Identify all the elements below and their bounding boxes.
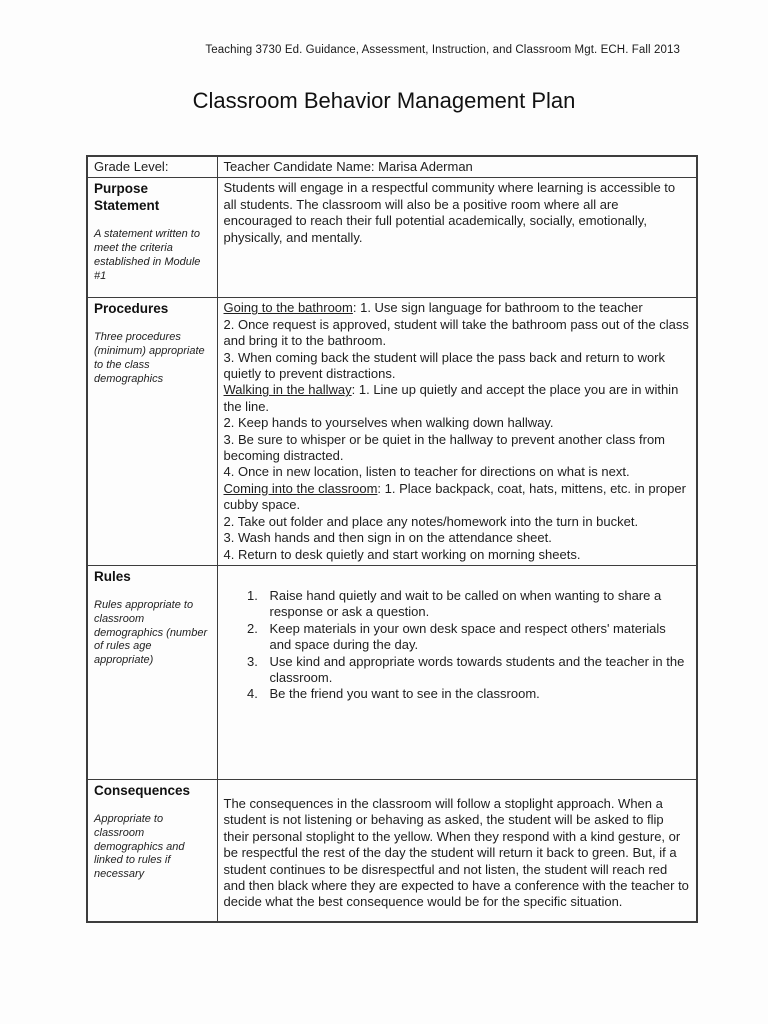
rules-label-cell — [87, 565, 217, 779]
document-header-text: Teaching 3730 Ed. Guidance, Assessment, Instruction, and Classroom Mgt. ECH. Fall 2013 — [205, 44, 680, 56]
procedures-content-cell — [217, 298, 697, 566]
table-row-grade-level — [87, 156, 697, 178]
procedures-content — [224, 300, 691, 563]
purpose-paragraph: Students will engage in a respectful community where learning is accessible to all students. The classroom will also be a positive room where all are encouraged to reach their full potential academically, socially, emotionally, physically, and mentally. — [223, 180, 676, 245]
grade-level-label: Grade Level: — [87, 156, 217, 178]
purpose-content — [224, 180, 691, 246]
procedure-section: Going to the bathroom: 1. Use sign language for bathroom to the teacher 2. Once request is approved, student will take the bathroom pass out of the class and bring it to the bathroom. 3. When coming back the student will place the pass back and return to work quietly to prevent distractions. — [223, 300, 689, 382]
rules-list — [224, 588, 691, 703]
purpose-label-cell — [87, 178, 217, 298]
behavior-plan-table — [86, 155, 698, 923]
procedure-section: Coming into the classroom: 1. Place backpack, coat, hats, mittens, etc. in proper cubby space. 2. Take out folder and place any notes/homework into the turn in bucket. 3. Wash hands and then sign in on the attendance sheet. 4. Return to desk quietly and start working on morning sheets. — [223, 480, 686, 562]
procedures-heading: Procedures — [94, 301, 169, 317]
purpose-content-cell — [217, 178, 697, 298]
rules-content-cell — [217, 565, 697, 779]
procedure-title: Coming into the classroom — [223, 480, 378, 496]
table-row-rules — [87, 565, 697, 779]
page-title: Classroom Behavior Management Plan — [192, 88, 576, 113]
procedures-label-cell — [87, 298, 217, 566]
procedure-title: Walking in the hallway — [223, 382, 352, 398]
rules-content — [224, 588, 691, 703]
procedures-note: Three procedures (minimum) appropriate to the class demographics — [94, 331, 205, 385]
purpose-heading: Purpose Statement — [94, 181, 160, 214]
rule-item: 2. Keep materials in your own desk space and respect others' materials and space during the day. — [262, 621, 691, 654]
consequences-label-cell — [87, 779, 217, 922]
rules-heading: Rules — [94, 568, 131, 584]
consequences-content-cell — [217, 779, 697, 922]
rule-item: 1. Raise hand quietly and wait to be called on when wanting to share a response or ask a question. — [262, 588, 691, 621]
rule-item: 4. Be the friend you want to see in the classroom. — [262, 686, 691, 702]
rule-item: 3. Use kind and appropriate words towards students and the teacher in the classroom. — [262, 654, 691, 687]
table-row-purpose-statement — [87, 178, 697, 298]
procedure-title: Going to the bathroom — [223, 300, 353, 316]
consequences-heading: Consequences — [94, 782, 191, 798]
consequences-content — [224, 796, 691, 911]
consequences-note: Appropriate to classroom demographics and linked to rules if necessary — [94, 812, 185, 881]
consequences-paragraph: The consequences in the classroom will follow a stoplight approach. When a student is not listening or behaving as asked, the student will be asked to flip their personal stoplight to the yellow. When they respond with a kind gesture, or be respectful the rest of the day the student will return it back to green. But, if a student continues to be disrespectful and not listen, the student will reach red and then black where they are expected to have a conference with the teacher to decide what the best consequence would be for the specific situation. — [223, 795, 689, 910]
table-row-consequences — [87, 779, 697, 922]
procedure-section: Walking in the hallway: 1. Line up quietly and accept the place you are in within the line. 2. Keep hands to yourselves when walking down hallway. 3. Be sure to whisper or be quiet in the hallway to prevent another class from becoming distracted. 4. Once in new location, listen to teacher for directions on what is next. — [223, 382, 679, 480]
teacher-candidate-name-cell: Teacher Candidate Name: Marisa Aderman — [217, 156, 697, 178]
rules-note: Rules appropriate to classroom demographics (number of rules age appropriate) — [94, 598, 208, 667]
table-row-procedures — [87, 298, 697, 566]
purpose-note: A statement written to meet the criteria established in Module #1 — [94, 228, 201, 282]
